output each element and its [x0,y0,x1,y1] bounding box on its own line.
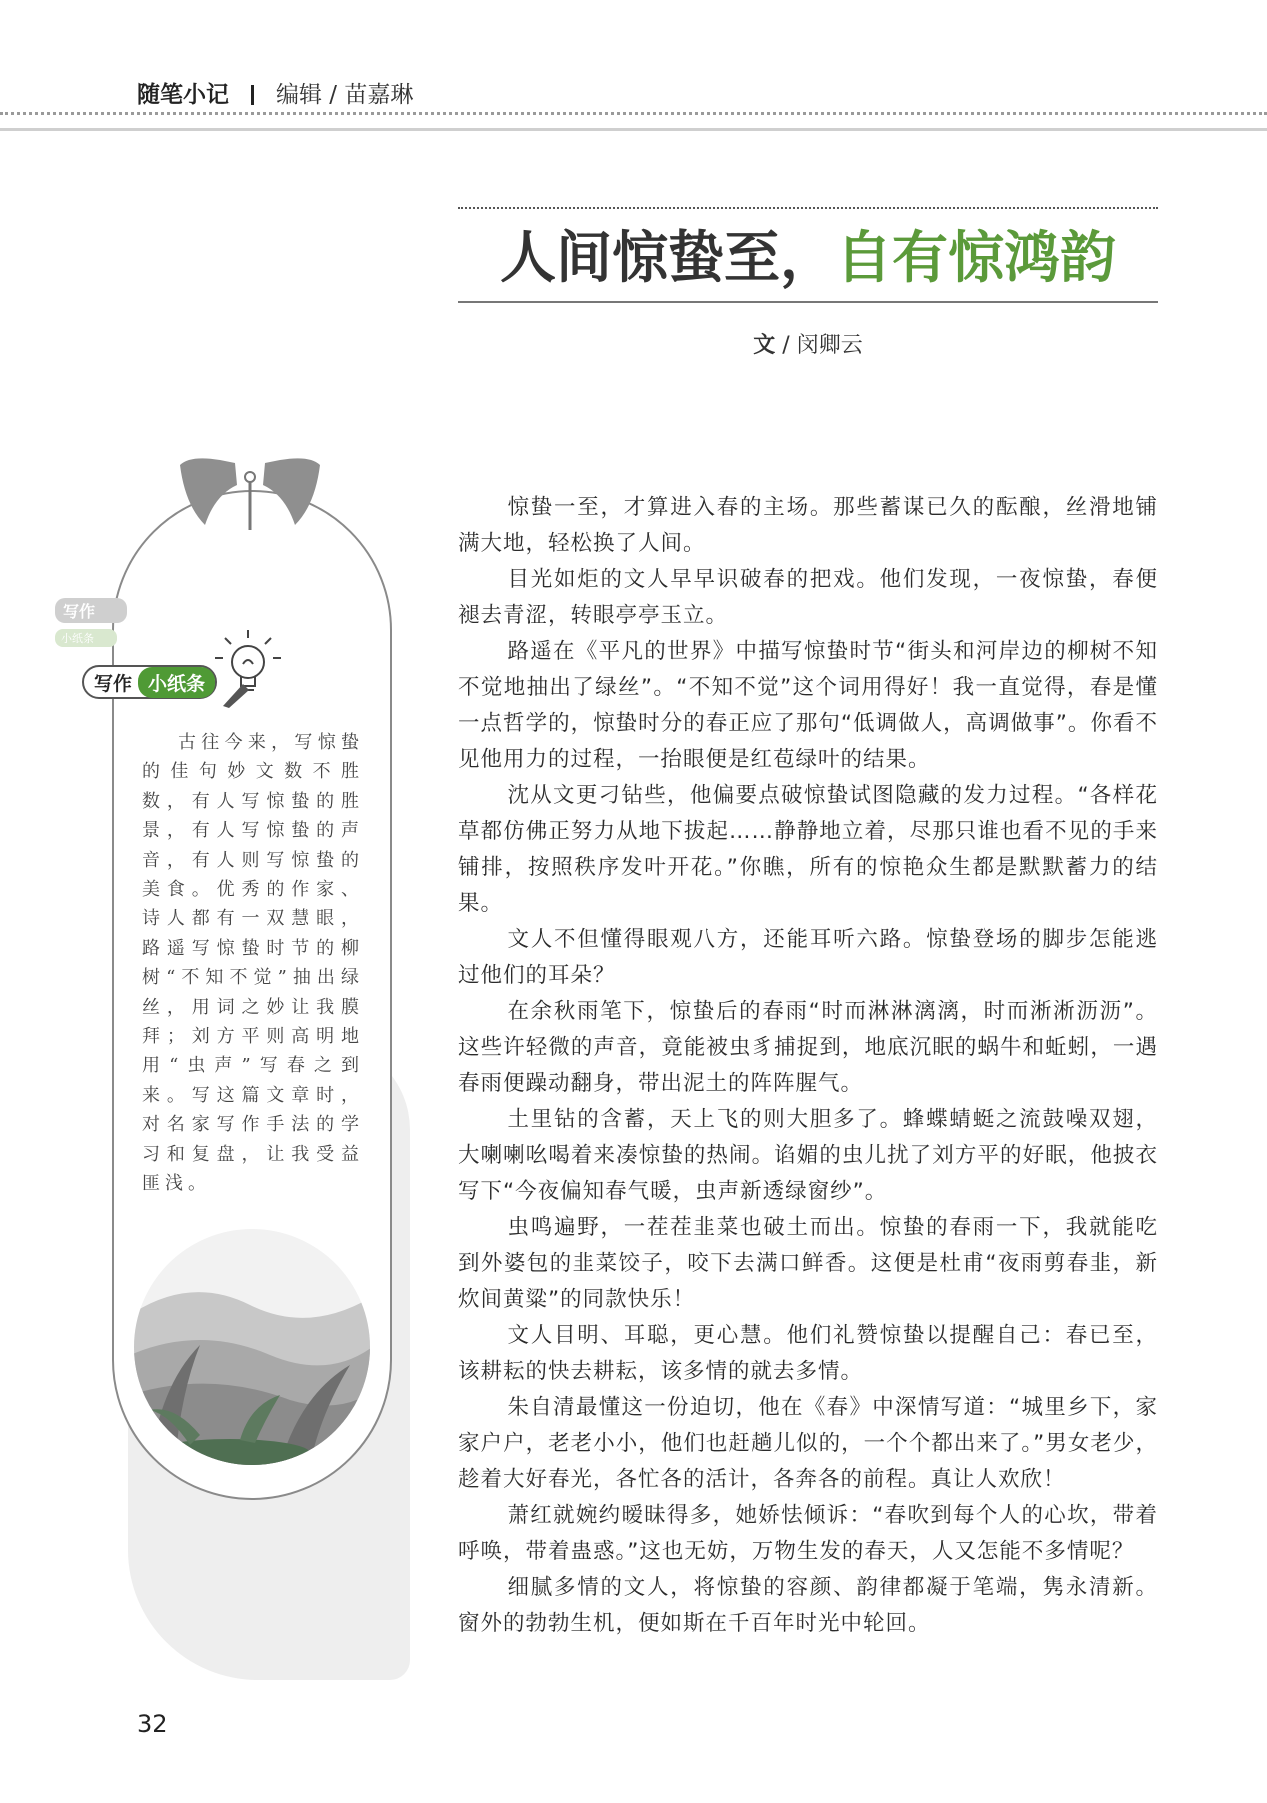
article-paragraph: 文人不但懂得眼观八方，还能耳听六路。惊蛰登场的脚步怎能逃过他们的耳朵？ [458,927,1158,988]
title-part-1: 人间惊蛰至， [500,225,836,291]
article-paragraph: 惊蛰一至，才算进入春的主场。那些蓄谋已久的酝酿，丝滑地铺满大地，轻松换了人间。 [458,495,1158,556]
article-title [458,218,1158,298]
tag-word: 写作 [94,672,133,695]
article-paragraph: 路遥在《平凡的世界》中描写惊蛰时节“街头和河岸边的柳树不知不觉地抽出了绿丝”。“不知不觉”这个词用得好！我一直觉得，春是懂一点哲学的，惊蛰时分的春正应了那句“低调做人，高调做事”。你看不见他用力的过程，一抬眼便是红苞绿叶的结果。 [458,639,1158,772]
article-body [458,490,1158,1642]
author-line [458,328,1158,359]
article-paragraph: 虫鸣遍野，一茬茬韭菜也破土而出。惊蛰的春雨一下，我就能吃到外婆包的韭菜饺子，咬下去满口鲜香。这便是杜甫“夜雨剪春韭，新炊间黄粱”的同款快乐！ [458,1215,1158,1312]
header-dotted-line [0,112,1267,115]
author-prefix: 文 [753,333,776,358]
page-number: 32 [137,1710,168,1738]
article-paragraph: 目光如炬的文人早早识破春的把戏。他们发现，一夜惊蛰，春便褪去青涩，转眼亭亭玉立。 [458,567,1158,628]
ghost-tag-bottom: 小纸条 [55,629,117,647]
lightbulb-icon [213,628,283,708]
title-rule [458,301,1158,303]
article-paragraph: 细腻多情的文人，将惊蛰的容颜、韵律都凝于笔端，隽永清新。窗外的勃勃生机，便如斯在千百年时光中轮回。 [458,1575,1158,1636]
ghost-tag [55,598,127,647]
page-header [0,0,1267,135]
author-name: / 闵卿云 [775,333,863,358]
editor-credit: 编辑 / 苗嘉琳 [276,82,414,108]
column-name: 随笔小记 [137,82,229,108]
title-part-2: 自有惊鸿韵 [836,225,1116,291]
pen-nib-icon [175,455,325,545]
title-dotted-line [458,207,1158,209]
ghost-tag-top: 写作 [55,598,127,623]
article-paragraph: 朱自清最懂这一份迫切，他在《春》中深情写道：“城里乡下，家家户户，老老小小，他们也赶趟儿似的，一个个都出来了。”男女老少，趁着大好春光，各忙各的活计，各奔各的前程。真让人欢欣！ [458,1395,1158,1492]
writing-note-tag [82,665,217,699]
writing-note-text: 古往今来，写惊蛰的佳句妙文数不胜数，有人写惊蛰的胜景，有人写惊蛰的声音，有人则写惊蛰的美食。优秀的作家、诗人都有一双慧眼，路遥写惊蛰时节的柳树“不知不觉”抽出绿丝，用词之妙让我膜拜；刘方平则高明地用“虫声”写春之到来。写这篇文章时，对名家写作手法的学习和复盘，让我受益匪浅。 [142,732,364,1195]
article-paragraph: 萧红就婉约暧昧得多，她娇怯倾诉：“春吹到每个人的心坎，带着呼唤，带着蛊惑。”这也无妨，万物生发的春天，人又怎能不多情呢？ [458,1503,1158,1564]
article-paragraph: 土里钻的含蓄，天上飞的则大胆多了。蜂蝶蜻蜓之流鼓噪双翅，大喇喇吆喝着来凑惊蛰的热闹。谄媚的虫儿扰了刘方平的好眠，他披衣写下“今夜偏知春气暖，虫声新透绿窗纱”。 [458,1107,1158,1204]
article-paragraph: 沈从文更刁钻些，他偏要点破惊蛰试图隐藏的发力过程。“各样花草都仿佛正努力从地下拔起……静静地立着，尽那只谁也看不见的手来铺排，按照秩序发叶开花。”你瞧，所有的惊艳众生都是默默蓄力的结果。 [458,783,1158,916]
article-paragraph: 文人目明、耳聪，更心慧。他们礼赞惊蛰以提醒自己：春已至，该耕耘的快去耕耘，该多情的就去多情。 [458,1323,1158,1384]
header-text [137,76,413,109]
tag-green-label: 小纸条 [138,667,215,698]
article-paragraph: 在余秋雨笔下，惊蛰后的春雨“时而淋淋漓漓，时而淅淅沥沥”。这些许轻微的声音，竟能被虫豸捕捉到，地底沉眠的蜗牛和蚯蚓，一遇春雨便躁动翻身，带出泥土的阵阵腥气。 [458,999,1158,1096]
header-rule [0,128,1267,131]
header-divider [251,85,254,105]
landscape-illustration [130,1225,375,1470]
